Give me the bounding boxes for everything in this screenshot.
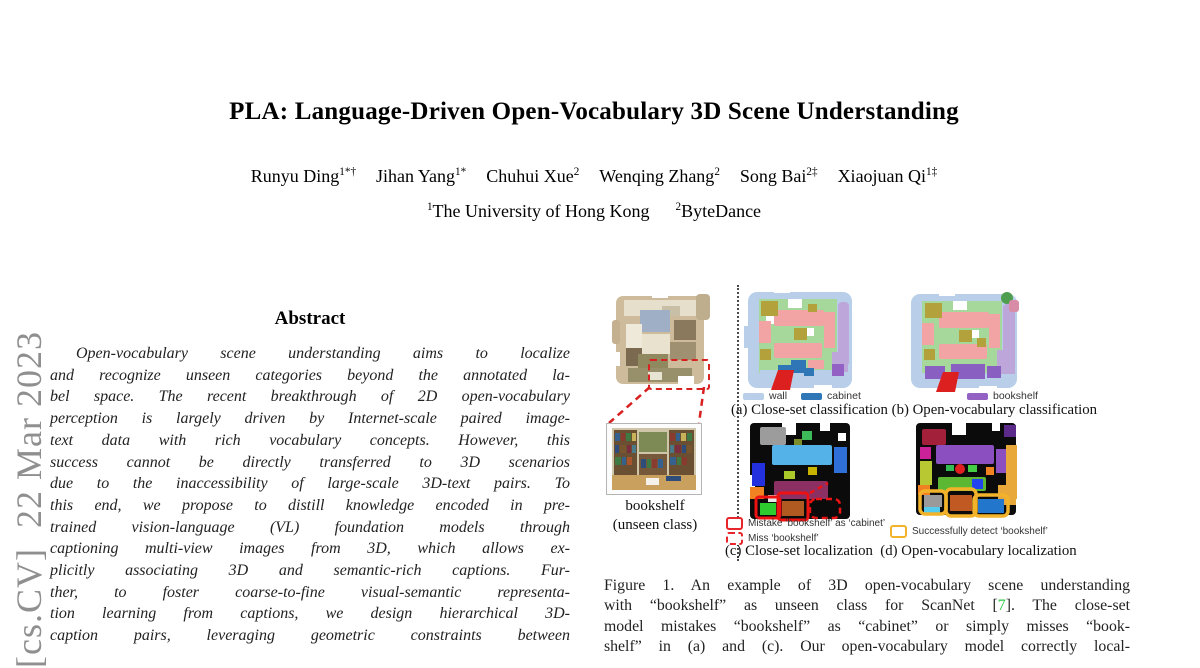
authors-line bbox=[0, 166, 1188, 187]
affiliation: $^1$The University of Hong Kong bbox=[426, 201, 650, 221]
abstract-line: this end, we propose to distill knowledge encoded in pre- bbox=[50, 496, 570, 514]
citation-ref[interactable]: 7 bbox=[997, 597, 1006, 615]
author-sup: 2 bbox=[573, 166, 580, 178]
abstract-line: Open-vocabulary scene understanding aims to localize bbox=[76, 345, 570, 362]
author-sup: 2‡ bbox=[806, 166, 818, 178]
author-sup: 1* bbox=[455, 166, 467, 178]
figure-caption-line: with “bookshelf” as unseen class for ScanNet [7]. The close-set bbox=[604, 597, 1130, 615]
legend-mistake bbox=[726, 517, 885, 530]
cabinet-swatch-icon bbox=[801, 393, 822, 400]
abstract-line: plicitly associating 3D and semantic-rich captions. Fur- bbox=[50, 562, 570, 580]
bookshelf-photo bbox=[606, 423, 702, 495]
abstract-line: caption pairs, leveraging geometric constraints between bbox=[50, 627, 570, 645]
abstract-line: perception is largely driven by Internet-scale paired image- bbox=[50, 410, 570, 428]
author: Song Bai$^{2\ddagger}$ bbox=[739, 166, 818, 186]
legend-success bbox=[890, 525, 1048, 538]
abstract-line: trained vision-language (VL) foundation models through bbox=[50, 518, 570, 536]
figure-caption-line: model mistakes “bookshelf” as “cabinet” or simply misses “book- bbox=[604, 617, 1130, 635]
legend-cabinet bbox=[801, 390, 861, 402]
figure-caption-line: Figure 1. An example of 3D open-vocabulary scene understanding bbox=[604, 577, 1130, 594]
author: Wenqing Zhang$^2$ bbox=[599, 166, 720, 186]
legend-label: bookshelf bbox=[993, 390, 1038, 402]
author-sup: 2 bbox=[714, 166, 720, 178]
legend-label: Mistake ‘bookshelf’ as ‘cabinet’ bbox=[748, 518, 886, 529]
success-box-icon bbox=[890, 525, 907, 538]
abstract-section bbox=[50, 308, 570, 647]
unseen-class-label: bookshelf (unseen class) bbox=[612, 498, 698, 533]
legend-label: Successfully detect ‘bookshelf’ bbox=[912, 526, 1048, 537]
abstract-heading: Abstract bbox=[274, 308, 346, 329]
abstract-line: text data with rich vocabulary concepts. However, this bbox=[50, 431, 570, 449]
abstract-line: bel space. The recent breakthrough of 2D open-vocabulary bbox=[50, 388, 570, 406]
abstract-line: success cannot be directly transferred to 3D scenarios bbox=[50, 453, 570, 471]
abstract-line: due to the inaccessibility of large-scale 3D-text pairs. To bbox=[50, 475, 570, 493]
legend-bookshelf bbox=[967, 390, 1038, 402]
affiliation: $^2$ByteDance bbox=[675, 201, 762, 221]
localization-map-d bbox=[910, 419, 1024, 521]
affiliations-line bbox=[0, 201, 1188, 222]
wall-swatch-icon bbox=[743, 393, 764, 400]
author-sup: 1‡ bbox=[926, 166, 938, 178]
zoom-connector-lines bbox=[604, 385, 714, 425]
legend-wall bbox=[743, 390, 787, 402]
author: Jihan Yang$^{1*}$ bbox=[376, 166, 467, 186]
abstract-line: and recognize unseen categories beyond the annotated la- bbox=[50, 366, 570, 384]
author: Xiaojuan $Qi^{1\ddagger}$ bbox=[837, 166, 938, 186]
figure-caption-line: shelf” in (a) and (c). Our open-vocabulary model correctly local- bbox=[604, 637, 1130, 655]
page-title: PLA: Language-Driven Open-Vocabulary 3D Scene Understanding bbox=[229, 98, 959, 125]
abstract-line: captioning multi-view images from 3D, which allows ex- bbox=[50, 540, 570, 558]
figure-1-area bbox=[604, 285, 1130, 576]
mistake-box-icon bbox=[726, 517, 743, 530]
author: Runyu Ding$^{1*\dagger}$ bbox=[250, 166, 357, 186]
author: Chuhui Xue$^2$ bbox=[486, 166, 580, 186]
subcaption-cd: (c) Close-set localization (d) Open-vocabulary localization bbox=[725, 543, 1077, 559]
localization-map-c bbox=[744, 419, 858, 525]
figure-caption bbox=[604, 576, 1130, 657]
legend-label: wall bbox=[769, 390, 788, 402]
segmentation-map-a bbox=[744, 286, 856, 393]
legend-label: Miss ‘bookshelf’ bbox=[748, 533, 819, 544]
arxiv-stamp: [cs.CV] 22 Mar 2023 bbox=[9, 331, 49, 668]
legend-label: cabinet bbox=[827, 390, 861, 402]
segmentation-map-b bbox=[907, 286, 1025, 395]
subcaption-ab: (a) Close-set classification (b) Open-vocabulary classification bbox=[731, 402, 1098, 418]
author-sup: 1*† bbox=[339, 166, 357, 178]
abstract-line: ther, to foster coarse-to-fine visual-semantic representa- bbox=[50, 583, 570, 601]
abstract-line: tion learning from captions, we design hierarchical 3D- bbox=[50, 605, 570, 623]
bookshelf-swatch-icon bbox=[967, 393, 988, 400]
